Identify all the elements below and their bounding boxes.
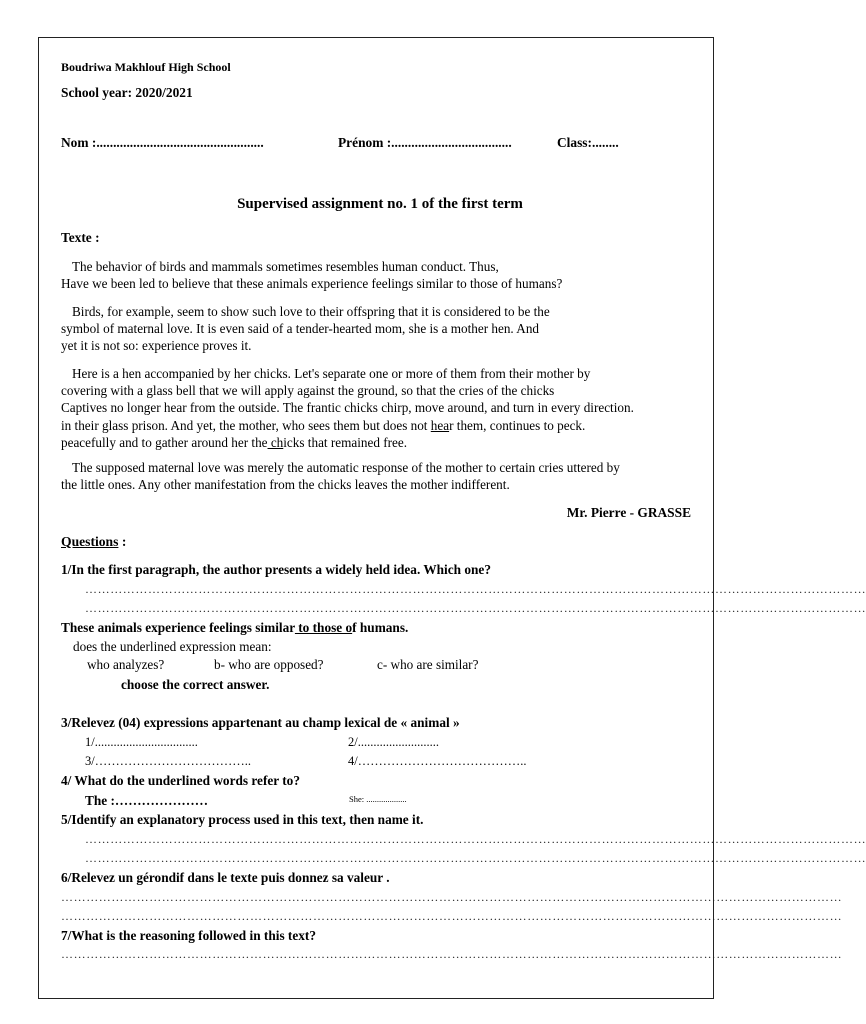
paragraph-line: yet it is not so: experience proves it. (61, 338, 252, 354)
page-title: Supervised assignment no. 1 of the first term (237, 196, 523, 212)
underlined-word: ch (267, 434, 284, 450)
paragraph-line: covering with a glass bell that we will apply against the ground, so that the cries of the chicks (61, 383, 555, 399)
paragraph-line: The behavior of birds and mammals sometimes resembles human conduct. Thus, (72, 259, 499, 274)
answer-she[interactable]: She: ................... (349, 794, 407, 804)
prenom-field[interactable]: Prénom :.................................... (338, 135, 512, 150)
underlined-word: hea (430, 417, 450, 433)
question-3: 3/Relevez (04) expressions appartenant au champ lexical de « animal » (61, 715, 460, 730)
answer-1[interactable]: 1/................................. (85, 735, 198, 749)
text-run: f humans. (352, 620, 409, 635)
question-7: 7/What is the reasoning followed in this text? (61, 928, 316, 943)
answer-line[interactable]: …………………………………………………………………………………………………………………………………………………………………… (61, 909, 843, 923)
nom-field[interactable]: Nom :.................................................. (61, 135, 264, 150)
paragraph-line: symbol of maternal love. It is even said of a tender-hearted mom, she is a mother hen. And (61, 321, 540, 337)
paragraph-4 (61, 459, 620, 493)
paragraph-2 (61, 303, 550, 355)
question-2-prompt: does the underlined expression mean: (73, 639, 272, 654)
paragraph-line (61, 434, 634, 451)
questions-label: Questions (61, 534, 119, 549)
paragraph-line (61, 417, 634, 434)
school-name: Boudriwa Makhlouf High School (61, 60, 231, 74)
text-run: These animals experience feelings similar (61, 620, 295, 635)
paragraph-line: Birds, for example, seem to show such love to their offspring that it is considered to be the (72, 304, 550, 319)
question-2-instruction: choose the correct answer. (121, 677, 270, 692)
school-year: School year: 2020/2021 (61, 85, 193, 100)
answer-line[interactable]: …………………………………………………………………………………………………………………………………………………………………… (61, 890, 843, 904)
answer-line[interactable]: …………………………………………………………………………………………………………………………………………………………………… (85, 851, 866, 865)
questions-colon: : (118, 534, 127, 549)
class-field[interactable]: Class:........ (557, 135, 619, 150)
answer-line[interactable]: …………………………………………………………………………………………………………………………………………………………………… (85, 832, 866, 846)
text-run: icks that remained free. (283, 434, 408, 450)
answer-line[interactable]: …………………………………………………………………………………………………………………………………………………………………… (85, 582, 866, 596)
answer-line[interactable]: …………………………………………………………………………………………………………………………………………………………………… (61, 947, 843, 961)
answer-3[interactable]: 3/……………………………….. (85, 754, 251, 768)
paragraph-3 (61, 365, 634, 451)
question-6: 6/Relevez un gérondif dans le texte puis donnez sa valeur . (61, 870, 390, 885)
text-run: in their glass prison. And yet, the mother, who sees them but does not (61, 417, 431, 433)
text-run: peacefully and to gather around her the (61, 434, 268, 450)
paragraph-line: Here is a hen accompanied by her chicks. Let's separate one or more of them from their mother by (72, 366, 591, 381)
question-5: 5/Identify an explanatory process used in this text, then name it. (61, 812, 424, 827)
question-1: 1/In the first paragraph, the author presents a widely held idea. Which one? (61, 562, 491, 577)
paragraph-line: the little ones. Any other manifestation from the chicks leaves the mother indifferent. (61, 477, 510, 493)
text-run: r them, continues to peck. (449, 417, 586, 433)
paragraph-line: The supposed maternal love was merely the automatic response of the mother to certain cries uttered by (72, 460, 620, 475)
paragraph-line: Captives no longer hear from the outside. The frantic chicks chirp, move around, and turn in every direction. (61, 400, 634, 416)
option-a[interactable]: who analyzes? (87, 657, 165, 672)
texte-label: Texte : (61, 230, 100, 245)
option-b[interactable]: b- who are opposed? (214, 657, 324, 672)
option-c[interactable]: c- who are similar? (377, 657, 479, 672)
answer-4[interactable]: 4/………………………………….. (348, 754, 527, 768)
answer-line[interactable]: …………………………………………………………………………………………………………………………………………………………………… (85, 601, 866, 615)
underlined-expression: to those o (294, 620, 353, 635)
author: Mr. Pierre - GRASSE (566, 505, 691, 520)
questions-heading (61, 534, 126, 550)
question-4: 4/ What do the underlined words refer to? (61, 773, 300, 788)
answer-2[interactable]: 2/.......................... (348, 735, 439, 749)
answer-the[interactable]: The :………………… (85, 793, 208, 808)
paragraph-line: Have we been led to believe that these animals experience feelings similar to those of humans? (61, 276, 563, 292)
paragraph-1 (61, 258, 562, 292)
question-2 (61, 620, 408, 636)
